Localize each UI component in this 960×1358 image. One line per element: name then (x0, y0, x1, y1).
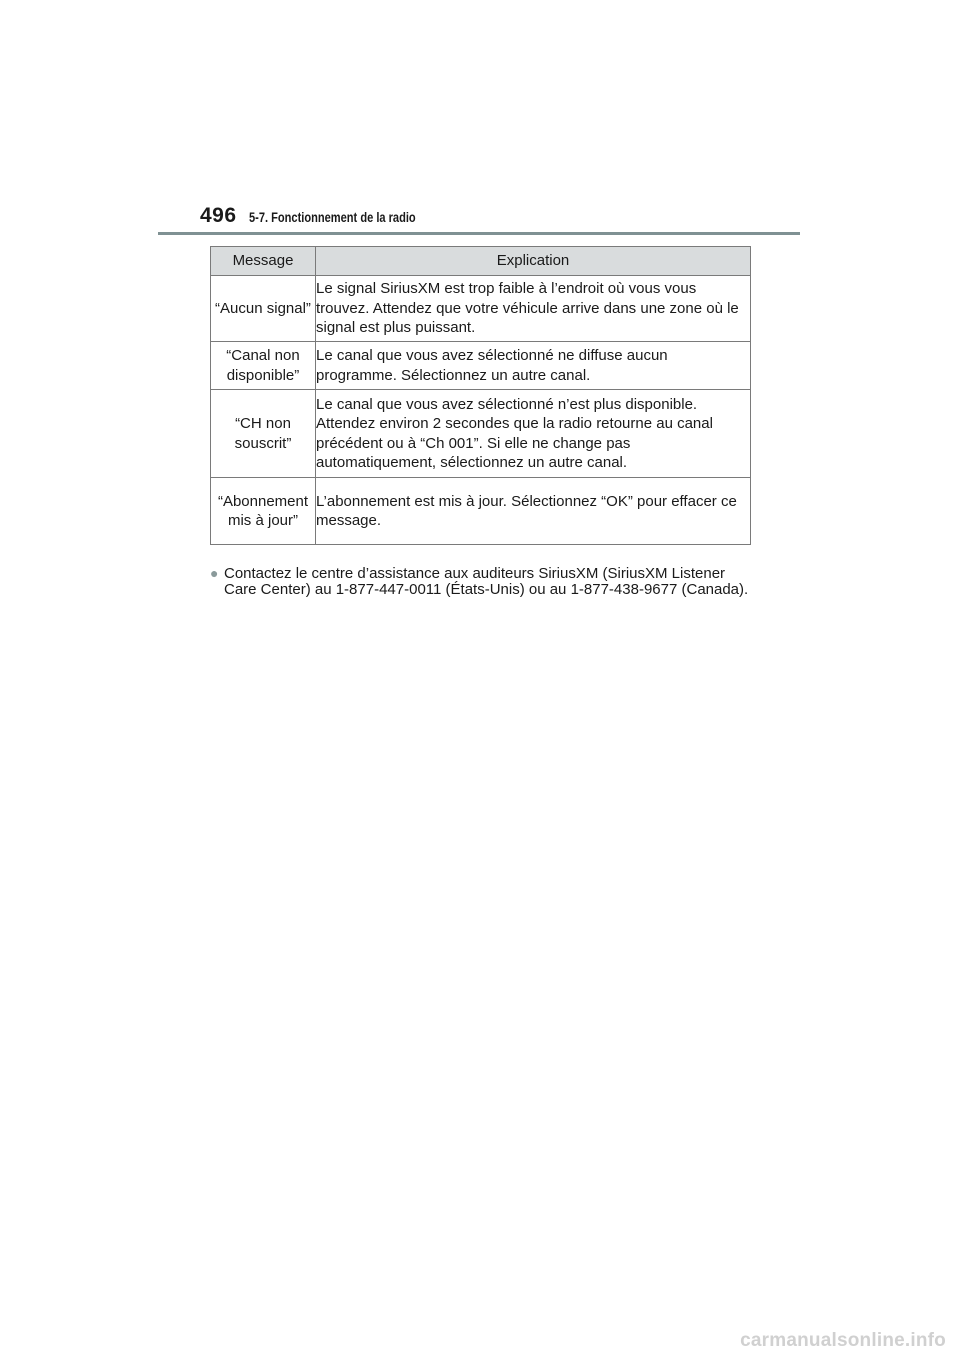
message-table (210, 246, 751, 545)
bullet-icon: ● (210, 565, 219, 581)
header-rule (158, 232, 800, 235)
table-row (211, 342, 751, 390)
column-header-explanation: Explication (316, 247, 751, 276)
explanation-cell: Le signal SiriusXM est trop faible à l’endroit où vous vous trouvez. Attendez que votre véhicule arrive dans une zone où le signal est plus puissant. (316, 276, 751, 342)
table-row (211, 390, 751, 478)
message-cell: “Aucun signal” (211, 276, 316, 342)
explanation-cell: Le canal que vous avez sélectionné ne diffuse aucun programme. Sélectionnez un autre canal. (316, 342, 751, 390)
section-title: 5-7. Fonctionnement de la radio (248, 210, 416, 225)
message-cell: “CH non souscrit” (211, 390, 316, 478)
footer-watermark: carmanualsonline.info (740, 1330, 946, 1351)
column-header-message: Message (211, 247, 316, 276)
page-header (200, 204, 452, 228)
message-cell: “Canal non disponible” (211, 342, 316, 390)
info-note (210, 566, 755, 597)
page-number: 496 (200, 204, 237, 227)
note-text: Contactez le centre d’assistance aux auditeurs SiriusXM (SiriusXM Listener Care Center) au 1-877-447-0011 (États-Unis) ou au 1-877-438-9677 (Canada). (224, 565, 749, 598)
table-row (211, 478, 751, 545)
explanation-cell: Le canal que vous avez sélectionné n’est plus disponible. Attendez environ 2 secondes que la radio retourne au canal précédent ou à “Ch 001”. Si elle ne change pas automatiquement, sélectionnez un autre canal. (316, 390, 751, 478)
table-row (211, 276, 751, 342)
table-header-row (211, 247, 751, 276)
message-cell: “Abonnement mis à jour” (211, 478, 316, 545)
explanation-cell: L’abonnement est mis à jour. Sélectionnez “OK” pour effacer ce message. (316, 478, 751, 545)
